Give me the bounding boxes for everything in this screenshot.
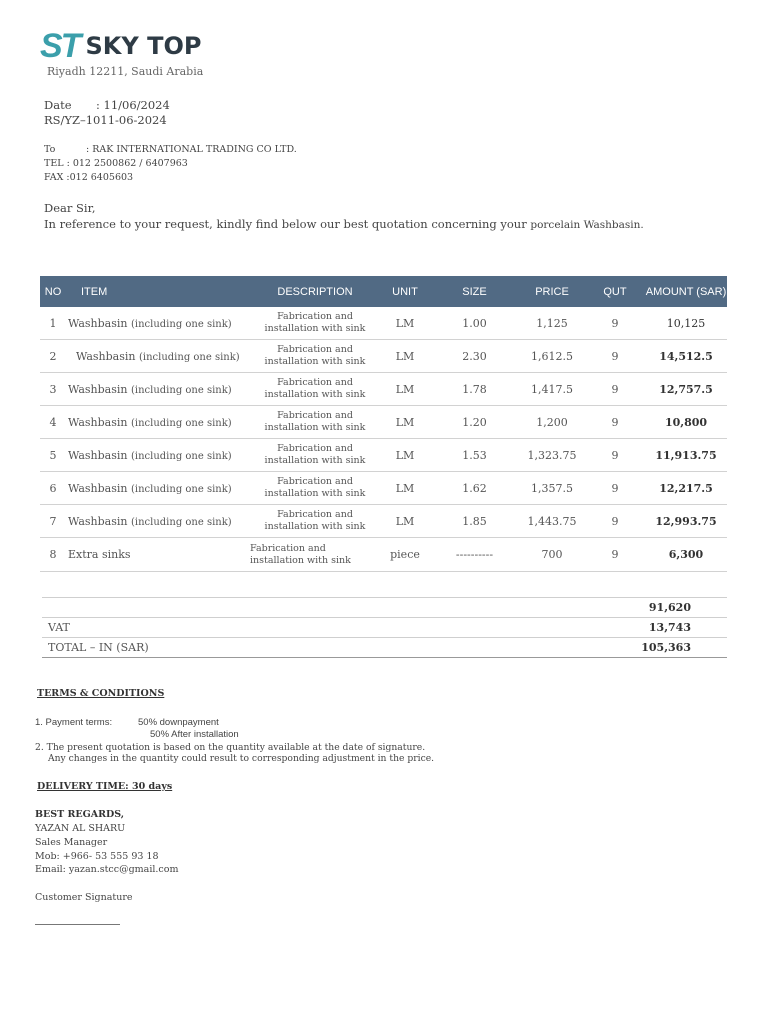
desc-line-2: installation with sink <box>264 323 366 334</box>
total-value: 105,363 <box>422 638 727 658</box>
row-qty: 9 <box>585 307 645 340</box>
payment-terms-down: 50% downpayment <box>138 717 219 728</box>
row-no: 3 <box>40 373 66 406</box>
table-row <box>40 340 727 373</box>
row-no: 4 <box>40 406 66 439</box>
row-qty: 9 <box>585 472 645 505</box>
item-note: (including one sink) <box>139 351 240 363</box>
row-unit: piece <box>380 538 430 572</box>
greeting: Dear Sir, <box>44 201 96 215</box>
row-item <box>66 340 250 373</box>
row-description <box>250 439 380 472</box>
table-header-row <box>40 276 727 307</box>
row-qty: 9 <box>585 439 645 472</box>
row-price: 1,612.5 <box>519 340 585 373</box>
desc-line-2: installation with sink <box>264 356 366 367</box>
quotation-table <box>40 276 727 572</box>
subtotal-row <box>42 598 727 618</box>
col-header-description: DESCRIPTION <box>250 276 380 307</box>
row-item <box>66 373 250 406</box>
item-name: Washbasin <box>68 448 128 462</box>
row-amount: 12,993.75 <box>645 505 727 538</box>
col-header-size: SIZE <box>430 276 519 307</box>
company-logo <box>40 27 202 65</box>
recipient-tel: TEL : 012 2500862 / 6407963 <box>44 158 188 169</box>
row-unit: LM <box>380 472 430 505</box>
letter-body-tail: porcelain Washbasin. <box>530 219 644 231</box>
signature-line <box>35 924 120 925</box>
desc-line-1: Fabrication and <box>277 443 353 454</box>
signatory-email: Email: yazan.stcc@gmail.com <box>35 864 179 875</box>
table-row <box>40 307 727 340</box>
date-label: Date <box>44 98 72 112</box>
row-item <box>66 505 250 538</box>
item-note: (including one sink) <box>131 384 232 396</box>
recipient-name: : RAK INTERNATIONAL TRADING CO LTD. <box>86 144 297 155</box>
row-qty: 9 <box>585 505 645 538</box>
desc-line-1: Fabrication and <box>250 542 326 554</box>
row-unit: LM <box>380 505 430 538</box>
row-amount: 11,913.75 <box>645 439 727 472</box>
row-size: 1.00 <box>430 307 519 340</box>
vat-label: VAT <box>42 618 422 638</box>
row-item <box>66 472 250 505</box>
row-item <box>66 439 250 472</box>
subtotal-value: 91,620 <box>422 598 727 618</box>
row-amount: 14,512.5 <box>645 340 727 373</box>
desc-line-2: installation with sink <box>250 554 351 566</box>
row-qty: 9 <box>585 406 645 439</box>
row-description <box>250 307 380 340</box>
row-price: 1,417.5 <box>519 373 585 406</box>
table-row <box>40 406 727 439</box>
row-description <box>250 538 380 572</box>
table-row <box>40 505 727 538</box>
letter-body <box>44 217 644 231</box>
row-size: 1.20 <box>430 406 519 439</box>
item-name: Washbasin <box>76 349 136 363</box>
row-item <box>66 538 250 572</box>
row-no: 7 <box>40 505 66 538</box>
row-amount: 12,217.5 <box>645 472 727 505</box>
item-name: Washbasin <box>68 514 128 528</box>
row-size: 1.85 <box>430 505 519 538</box>
row-price: 700 <box>519 538 585 572</box>
item-note: (including one sink) <box>131 318 232 330</box>
col-header-unit: UNIT <box>380 276 430 307</box>
row-no: 5 <box>40 439 66 472</box>
item-name: Washbasin <box>68 382 128 396</box>
recipient-fax: FAX :012 6405603 <box>44 172 134 183</box>
total-label: TOTAL – IN (SAR) <box>42 638 422 658</box>
table-row <box>40 439 727 472</box>
signatory-title: Sales Manager <box>35 837 108 848</box>
col-header-qut: QUT <box>585 276 645 307</box>
desc-line-1: Fabrication and <box>277 509 353 520</box>
date-value: : 11/06/2024 <box>96 98 170 112</box>
reference-number: RS/YZ–1011-06-2024 <box>44 113 167 127</box>
row-unit: LM <box>380 340 430 373</box>
item-name: Washbasin <box>68 481 128 495</box>
quotation-note-1: 2. The present quotation is based on the quantity available at the date of signature. <box>35 742 426 753</box>
row-no: 8 <box>40 538 66 572</box>
row-amount: 10,125 <box>645 307 727 340</box>
row-price: 1,125 <box>519 307 585 340</box>
table-row <box>40 472 727 505</box>
table-row <box>40 538 727 572</box>
quotation-note-2: Any changes in the quantity could result to corresponding adjustment in the price. <box>48 753 435 764</box>
row-no: 1 <box>40 307 66 340</box>
col-header-item: ITEM <box>66 276 250 307</box>
letter-body-text: In reference to your request, kindly find below our best quotation concerning your <box>44 217 527 231</box>
row-price: 1,357.5 <box>519 472 585 505</box>
row-price: 1,443.75 <box>519 505 585 538</box>
item-name: Washbasin <box>68 415 128 429</box>
row-price: 1,200 <box>519 406 585 439</box>
item-note: (including one sink) <box>131 450 232 462</box>
row-no: 6 <box>40 472 66 505</box>
signatory-name: YAZAN AL SHARU <box>35 823 126 834</box>
row-description <box>250 373 380 406</box>
row-unit: LM <box>380 406 430 439</box>
best-regards: BEST REGARDS, <box>35 809 125 820</box>
payment-terms-label: 1. Payment terms: <box>35 717 113 728</box>
desc-line-1: Fabrication and <box>277 476 353 487</box>
row-item <box>66 406 250 439</box>
row-description <box>250 406 380 439</box>
delivery-time: DELIVERY TIME: 30 days <box>37 781 173 792</box>
row-size: 2.30 <box>430 340 519 373</box>
row-qty: 9 <box>585 340 645 373</box>
subtotal-label <box>42 598 422 618</box>
table-row <box>40 373 727 406</box>
row-amount: 12,757.5 <box>645 373 727 406</box>
totals-table <box>42 597 727 658</box>
desc-line-1: Fabrication and <box>277 410 353 421</box>
row-description <box>250 340 380 373</box>
logo-mark: ST <box>40 27 80 65</box>
item-name: Washbasin <box>68 316 128 330</box>
desc-line-1: Fabrication and <box>277 311 353 322</box>
row-qty: 9 <box>585 538 645 572</box>
row-price: 1,323.75 <box>519 439 585 472</box>
vat-row <box>42 618 727 638</box>
row-amount: 10,800 <box>645 406 727 439</box>
desc-line-2: installation with sink <box>264 455 366 466</box>
customer-signature-label: Customer Signature <box>35 892 133 903</box>
row-item <box>66 307 250 340</box>
row-size: 1.78 <box>430 373 519 406</box>
row-size: 1.62 <box>430 472 519 505</box>
row-description <box>250 505 380 538</box>
desc-line-1: Fabrication and <box>277 377 353 388</box>
row-unit: LM <box>380 307 430 340</box>
col-header-amount: AMOUNT (SAR) <box>645 276 727 307</box>
terms-heading: TERMS & CONDITIONS <box>37 688 165 699</box>
col-header-price: PRICE <box>519 276 585 307</box>
row-qty: 9 <box>585 373 645 406</box>
desc-line-2: installation with sink <box>264 488 366 499</box>
row-description <box>250 472 380 505</box>
item-note: (including one sink) <box>131 483 232 495</box>
row-unit: LM <box>380 373 430 406</box>
col-header-no: NO <box>40 276 66 307</box>
item-name: Extra sinks <box>68 548 131 561</box>
row-no: 2 <box>40 340 66 373</box>
row-amount: 6,300 <box>645 538 727 572</box>
row-size: ---------- <box>430 538 519 572</box>
company-name: SKY TOP <box>85 32 202 60</box>
signatory-mobile: Mob: +966- 53 555 93 18 <box>35 851 159 862</box>
to-label: To <box>44 144 56 155</box>
desc-line-1: Fabrication and <box>277 344 353 355</box>
item-note: (including one sink) <box>131 516 232 528</box>
company-address: Riyadh 12211, Saudi Arabia <box>47 65 204 78</box>
item-note: (including one sink) <box>131 417 232 429</box>
desc-line-2: installation with sink <box>264 389 366 400</box>
desc-line-2: installation with sink <box>264 422 366 433</box>
payment-terms-after: 50% After installation <box>150 729 239 740</box>
total-row <box>42 638 727 658</box>
row-size: 1.53 <box>430 439 519 472</box>
desc-line-2: installation with sink <box>264 521 366 532</box>
row-unit: LM <box>380 439 430 472</box>
vat-value: 13,743 <box>422 618 727 638</box>
